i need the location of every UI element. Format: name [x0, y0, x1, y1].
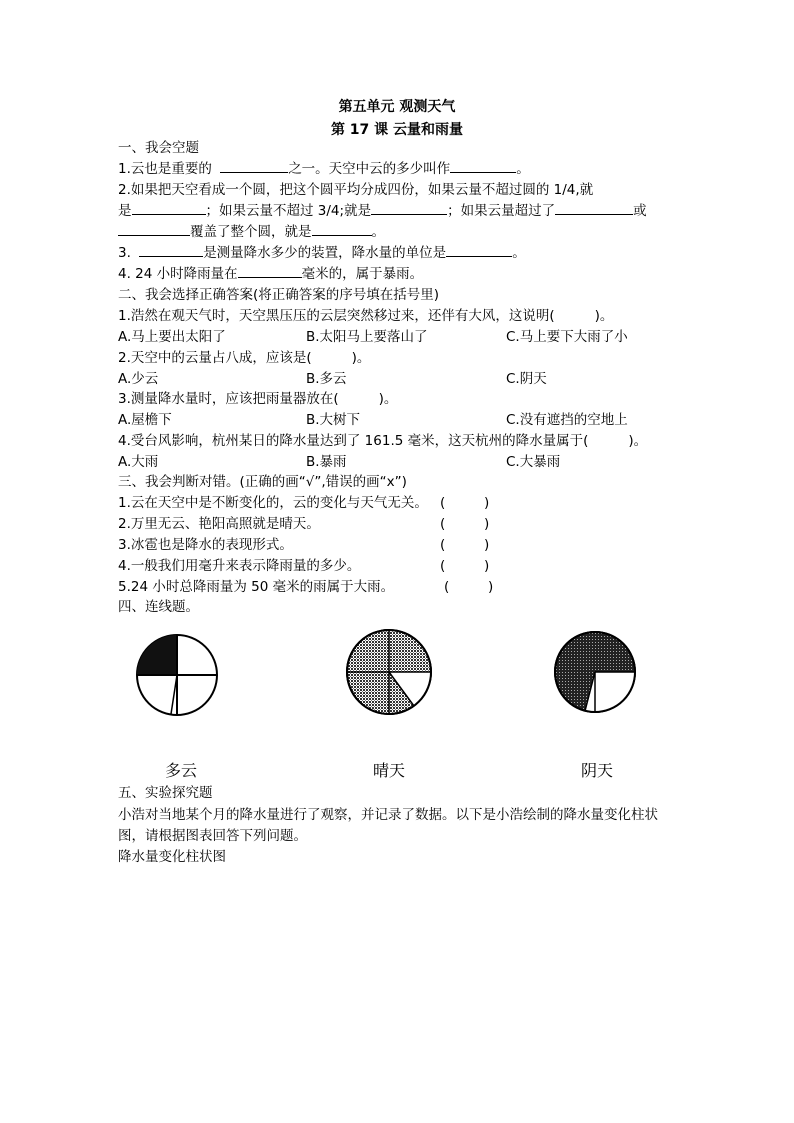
section3-heading: 三、我会判断对错。(正确的画“√”,错误的画“x”) — [118, 474, 407, 490]
section4-heading: 四、连线题。 — [118, 599, 199, 615]
lesson-title: 第 17 课 云量和雨量 — [330, 122, 464, 138]
judge-paren-close[interactable]: ) — [488, 579, 494, 595]
judge-paren-open[interactable]: ( — [444, 579, 450, 595]
s2-q1-option-c[interactable]: C.马上要下大雨了小 — [506, 329, 628, 345]
s5-paragraph-line1: 小浩对当地某个月的降水量进行了观察，并记录了数据。以下是小浩绘制的降水量变化柱状 — [118, 807, 658, 823]
answer-blank[interactable] — [555, 202, 633, 215]
judge-paren-open[interactable]: ( — [440, 495, 446, 511]
answer-blank[interactable] — [446, 244, 512, 257]
section2-heading: 二、我会选择正确答案(将正确答案的序号填在括号里) — [118, 287, 440, 303]
s3-item-3: 3.冰雹也是降水的表现形式。 — [118, 537, 293, 553]
match-label-overcast[interactable]: 阴天 — [581, 761, 614, 780]
answer-blank[interactable] — [450, 160, 516, 173]
s2-question-1: 1.浩然在观天气时，天空黑压压的云层突然移过来，还伴有大风，这说明( )。 — [118, 308, 614, 324]
s1-question-4: 4. 24 小时降雨量在 毫米的，属于暴雨。 — [118, 266, 424, 282]
answer-blank[interactable] — [220, 160, 288, 173]
chart-caption: 降水量变化柱状图 — [118, 849, 226, 865]
judge-paren-close[interactable]: ) — [484, 495, 490, 511]
judge-paren-close[interactable]: ) — [484, 558, 490, 574]
circle-three-quarter-cloud[interactable] — [555, 632, 635, 712]
s2-question-4: 4.受台风影响，杭州某日的降水量达到了 161.5 毫米，这天杭州的降水量属于( )。 — [118, 433, 648, 449]
s2-q4-option-c[interactable]: C.大暴雨 — [506, 454, 561, 470]
answer-blank[interactable] — [118, 223, 190, 236]
s2-q2-option-b[interactable]: B.多云 — [306, 371, 347, 387]
section5-heading: 五、实验探究题 — [118, 785, 213, 801]
s1-question-1: 1.云也是重要的 之一。天空中云的多少叫作 。 — [118, 161, 530, 177]
judge-paren-open[interactable]: ( — [440, 516, 446, 532]
s3-item-2: 2.万里无云、艳阳高照就是晴天。 — [118, 516, 320, 532]
match-label-cloudy[interactable]: 多云 — [165, 761, 198, 780]
s1-question-3: 3. 是测量降水多少的装置，降水量的单位是 。 — [118, 245, 526, 261]
circle-mostly-cloud[interactable] — [347, 630, 431, 714]
s2-q2-option-c[interactable]: C.阴天 — [506, 371, 547, 387]
s3-item-1: 1.云在天空中是不断变化的，云的变化与天气无关。 — [118, 495, 428, 511]
s2-q4-option-a[interactable]: A.大雨 — [118, 454, 159, 470]
answer-blank[interactable] — [371, 202, 447, 215]
s2-question-2: 2.天空中的云量占八成，应该是( )。 — [118, 350, 371, 366]
s2-q4-option-b[interactable]: B.暴雨 — [306, 454, 347, 470]
s2-q3-option-a[interactable]: A.屋檐下 — [118, 412, 172, 428]
s2-question-3: 3.测量降水量时，应该把雨量器放在( )。 — [118, 391, 398, 407]
section1-heading: 一、我会空题 — [118, 140, 199, 156]
judge-paren-open[interactable]: ( — [440, 537, 446, 553]
answer-blank[interactable] — [139, 244, 203, 257]
unit-title: 第五单元 观测天气 — [338, 99, 456, 115]
answer-blank[interactable] — [132, 202, 206, 215]
s2-q3-option-b[interactable]: B.大树下 — [306, 412, 361, 428]
circle-quarter-cloud[interactable] — [137, 635, 217, 715]
s1-question-2-line2: 是 ；如果云量不超过 3/4;就是 ；如果云量超过了 或 — [118, 203, 647, 219]
s2-q3-option-c[interactable]: C.没有遮挡的空地上 — [506, 412, 628, 428]
judge-paren-open[interactable]: ( — [440, 558, 446, 574]
answer-blank[interactable] — [238, 265, 302, 278]
answer-blank[interactable] — [312, 223, 372, 236]
s1-question-2-line1: 2.如果把天空看成一个圆，把这个圆平均分成四份，如果云量不超过圆的 1/4,就 — [118, 182, 594, 198]
s2-q1-option-b[interactable]: B.太阳马上要落山了 — [306, 329, 428, 345]
match-label-sunny[interactable]: 晴天 — [373, 761, 406, 780]
judge-paren-close[interactable]: ) — [484, 516, 490, 532]
s3-item-4: 4.一般我们用毫升来表示降雨量的多少。 — [118, 558, 361, 574]
s1-question-2-line3: 覆盖了整个圆，就是 。 — [118, 223, 385, 241]
s2-q1-option-a[interactable]: A.马上要出太阳了 — [118, 329, 226, 345]
s3-item-5: 5.24 小时总降雨量为 50 毫米的雨属于大雨。 — [118, 579, 395, 595]
s5-paragraph-line2: 图，请根据图表回答下列问题。 — [118, 828, 307, 844]
s2-q2-option-a[interactable]: A.少云 — [118, 371, 159, 387]
judge-paren-close[interactable]: ) — [484, 537, 490, 553]
cloud-cover-diagrams — [0, 620, 794, 740]
